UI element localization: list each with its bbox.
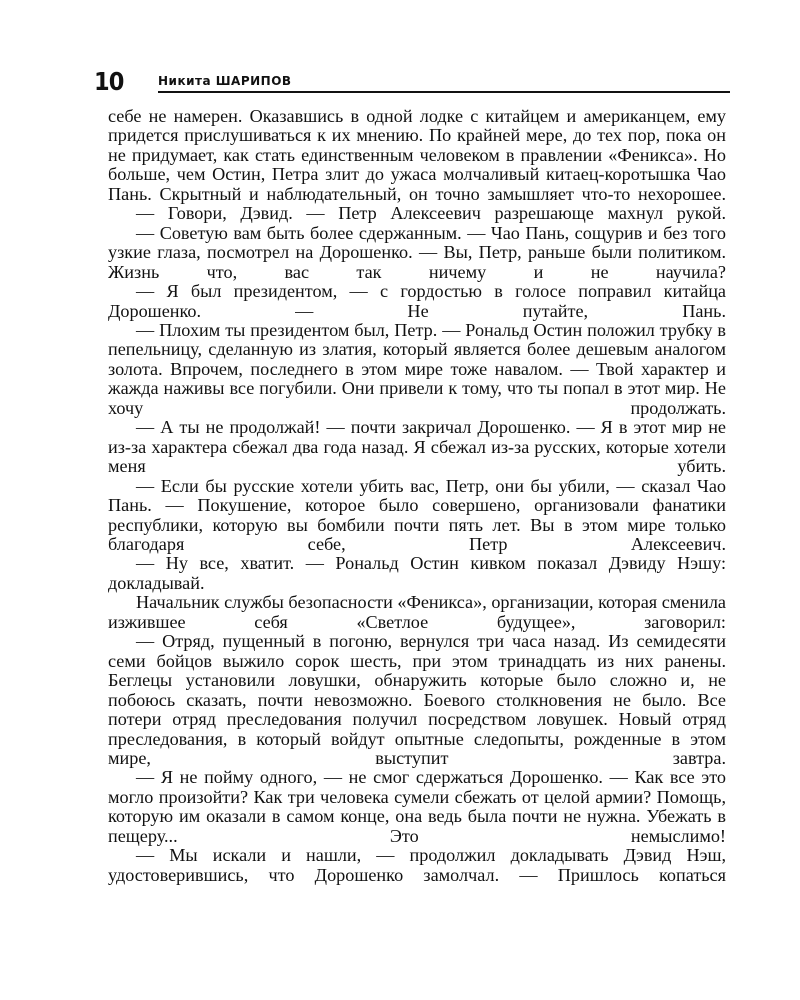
paragraph: — Я был президентом, — с гордостью в голосе поправил китайца Дорошенко. — Не путайте, Пань. <box>108 281 726 321</box>
page-number: 10 <box>94 67 124 96</box>
running-head <box>94 68 730 102</box>
paragraph: — Если бы русские хотели убить вас, Петр, они бы убили, — сказал Чао Пань. — Покушение, которое было совершено, организовали фанатики республики, которую вы бомбили почти пять лет. Вы в этом мире только благодаря себе, Петр Алексеевич. <box>108 475 726 554</box>
paragraph: Начальник службы безопасности «Феникса», организации, которая сменила изжившее себя «Светлое будущее», заговорил: <box>108 592 726 632</box>
author-name: Никита ШАРИПОВ <box>158 74 292 88</box>
paragraph: — Мы искали и нашли, — продолжил докладывать Дэвид Нэш, удостоверившись, что Дорошенко замолчал. — Пришлось копаться <box>108 845 726 885</box>
header-rule <box>158 91 730 93</box>
paragraph: — Отряд, пущенный в погоню, вернулся три часа назад. Из семидесяти семи бойцов выжило сорок шесть, при этом тринадцать из них ранены. Беглецы установили ловушки, обнаружить которые было сложно и, не побоюсь сказать, почти невозможно. Боевого столкновения не было. Все потери отряд преследования получил посредством ловушек. Новый отряд преследования, в который войдут опытные следопыты, рожденные в этом мире, выступит завтра. <box>108 631 726 768</box>
paragraph: — Плохим ты президентом был, Петр. — Рональд Остин положил трубку в пепельницу, сделанную из златия, который является более дешевым аналогом золота. Впрочем, последнего в этом мире тоже навалом. — Твой характер и жажда наживы все погубили. Они привели к тому, что ты попал в этот мир. Не хочу продолжать. <box>108 319 726 418</box>
paragraph: — А ты не продолжай! — почти закричал Дорошенко. — Я в этот мир не из-за характера сбежал два года назад. Я сбежал из-за русских, которые хотели меня убить. <box>108 417 726 477</box>
paragraph: — Советую вам быть более сдержанным. — Чао Пань, сощурив и без того узкие глаза, посмотрел на Дорошенко. — Вы, Петр, раньше были политиком. Жизнь что, вас так ничему и не научила? <box>108 222 726 282</box>
paragraph: — Говори, Дэвид. — Петр Алексеевич разрешающе махнул рукой. <box>136 203 726 224</box>
body-text <box>108 107 726 885</box>
paragraph: — Я не пойму одного, — не смог сдержаться Дорошенко. — Как все это могло произойти? Как три человека сумели сбежать от целой армии? Помощь, которую им оказали в самом конце, она ведь была почти не нужна. Убежать в пещеру... Это немыслимо! <box>108 767 726 846</box>
paragraph: — Ну все, хватит. — Рональд Остин кивком показал Дэвиду Нэшу: докладывай. <box>108 553 726 593</box>
paragraph: себе не намерен. Оказавшись в одной лодке с китайцем и американцем, ему придется прислушиваться к их мнению. По крайней мере, до тех пор, пока он не придумает, как стать единственным человеком в правлении «Феникса». Но больше, чем Остин, Петра злит до ужаса молчаливый китаец-коротышка Чао Пань. Скрытный и наблюдательный, он точно замышляет что-то нехорошее. <box>108 106 726 204</box>
